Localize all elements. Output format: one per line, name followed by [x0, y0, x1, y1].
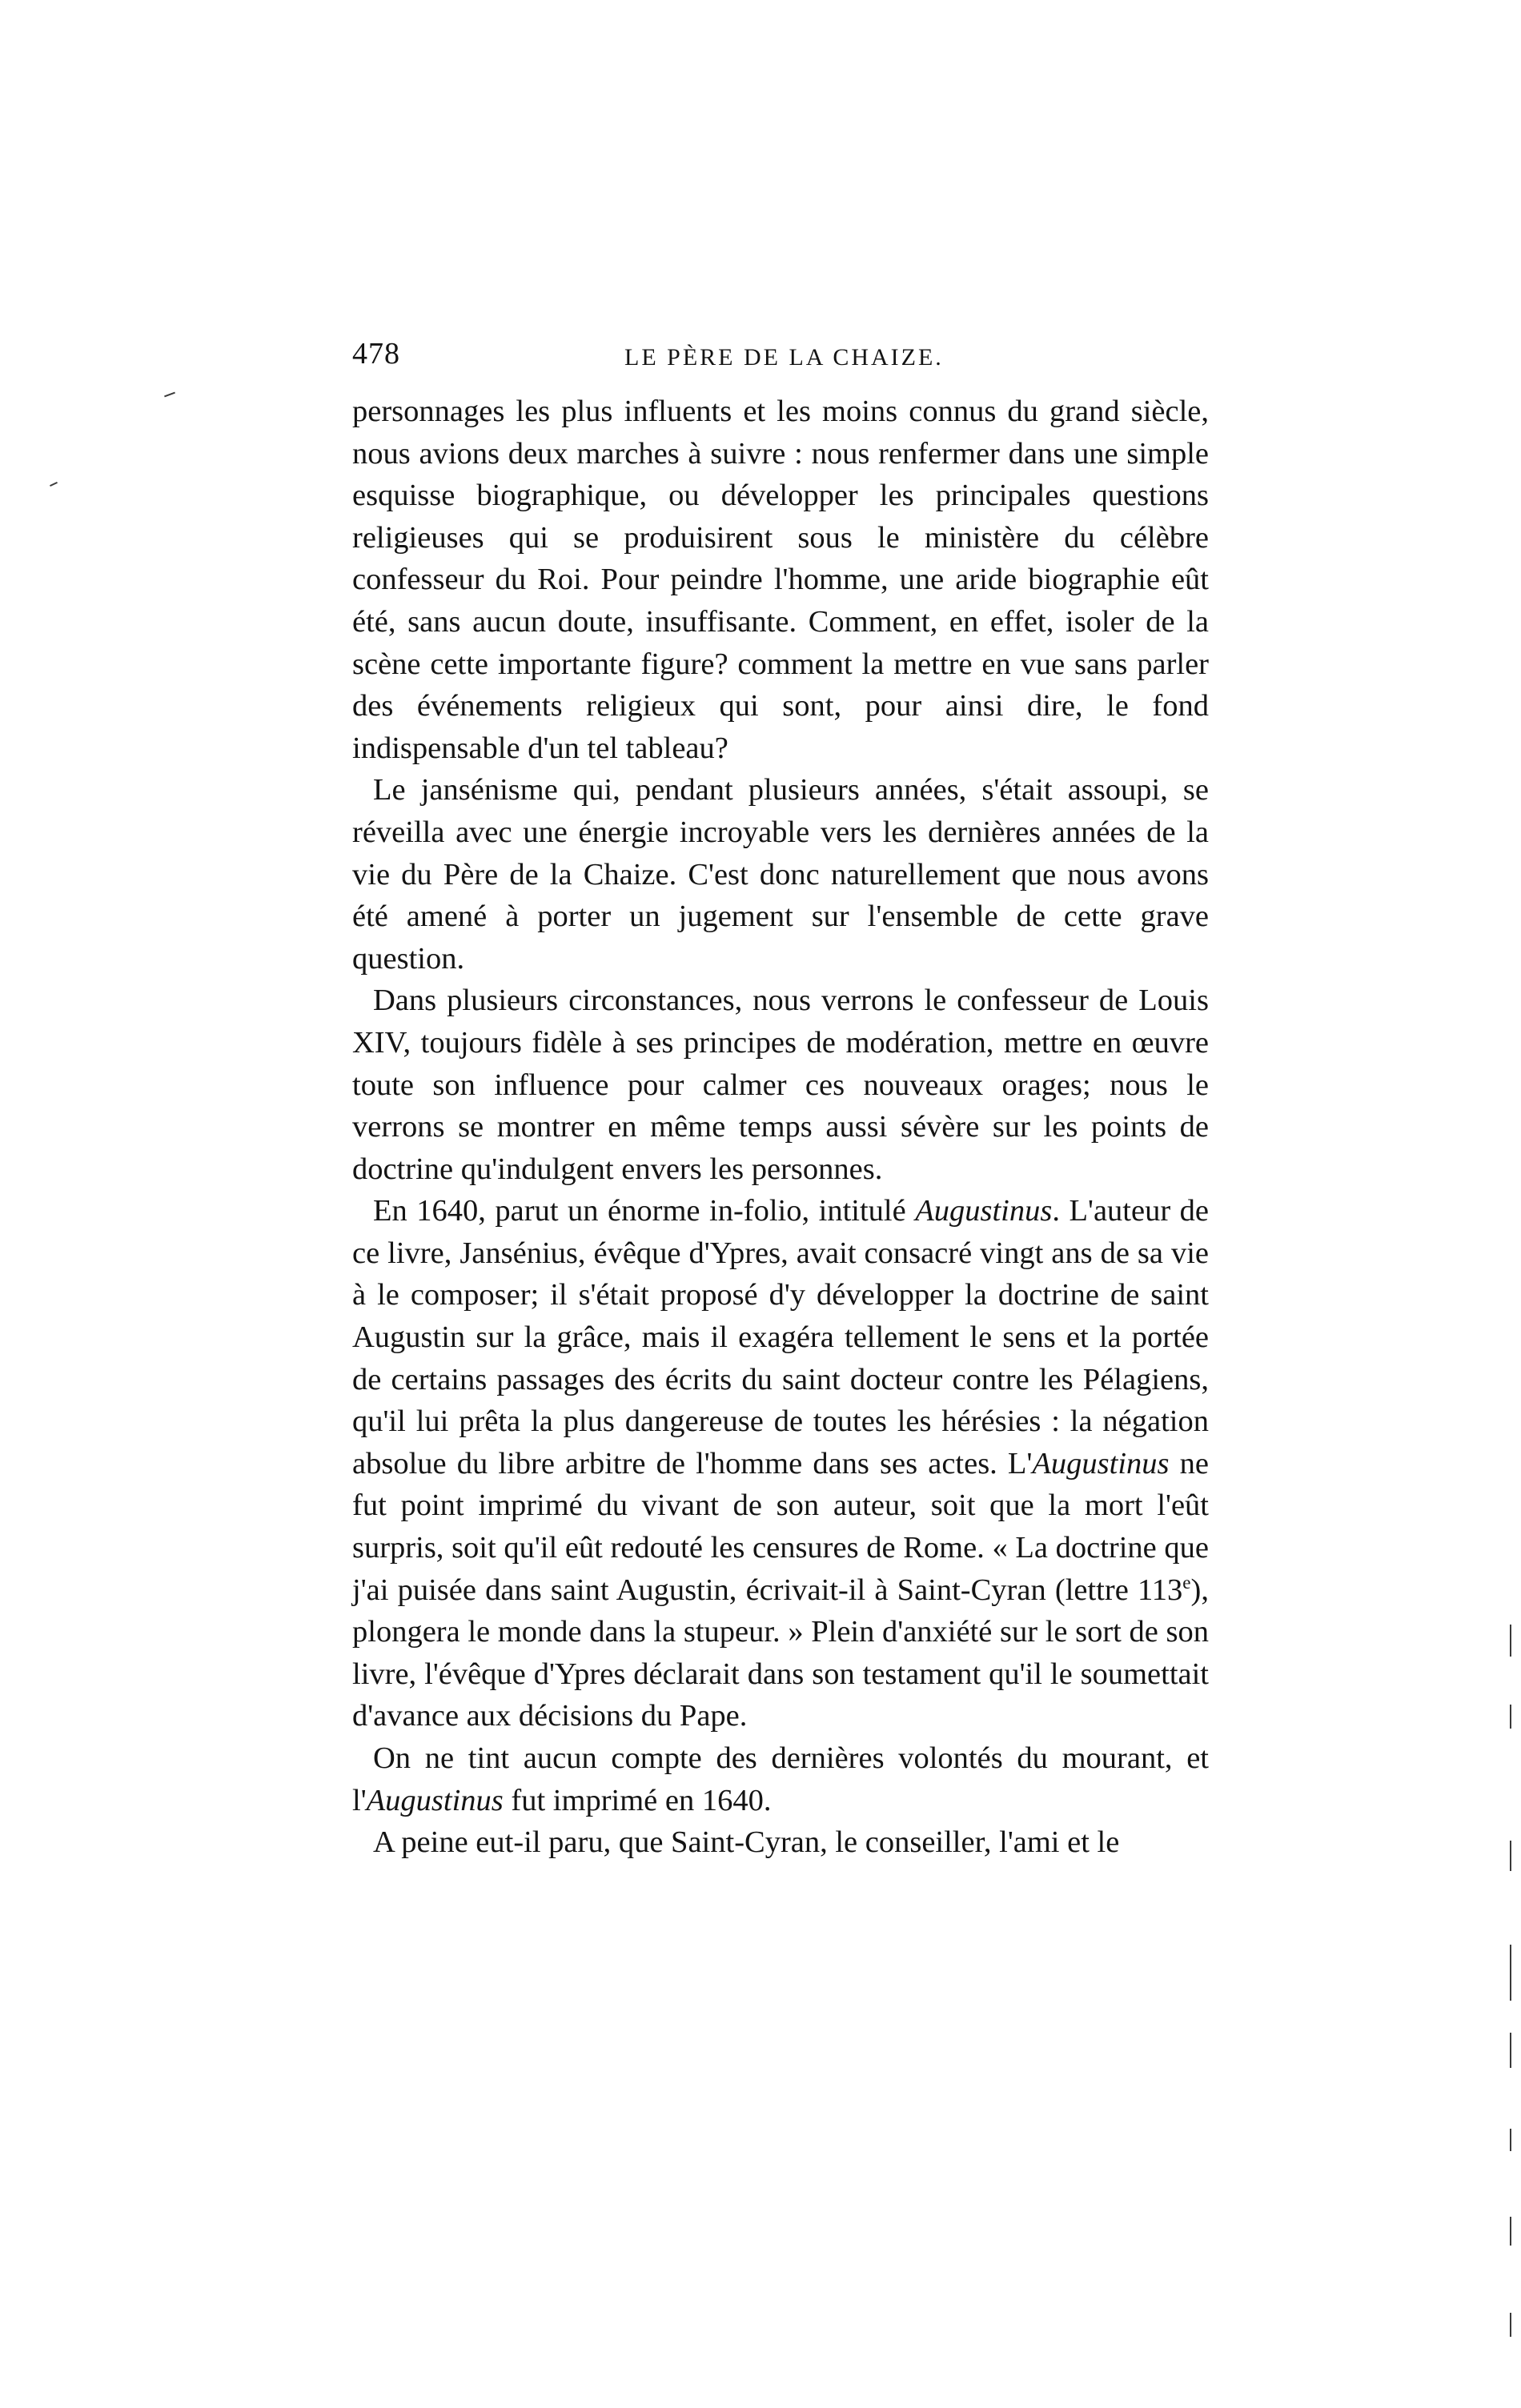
page-header — [352, 336, 1209, 384]
scan-edge-mark — [1510, 1945, 1511, 2001]
paragraph-augustinus-history — [352, 1190, 1209, 1737]
running-head: LE PÈRE DE LA CHAIZE. — [624, 344, 944, 371]
scan-edge-mark — [1510, 1625, 1511, 1657]
text-run: . L'auteur de ce livre, Jansénius, évêque d'Ypres, avait consacré vingt ans de sa vie à le composer; il s'était proposé d'y développer la doctrine de saint Augustin sur la grâce, mais il exagéra tellement le sens et la portée de certains passages des écrits du saint docteur contre les Pélagiens, qu'il lui prêta la plus dangereuse de toutes les hérésies : la négation absolue du libre arbitre de l'homme dans ses actes. L' — [352, 1194, 1209, 1480]
book-title-italic: Augustinus — [366, 1783, 504, 1817]
superscript-e: e — [1182, 1571, 1191, 1593]
scan-edge-mark — [1510, 2033, 1511, 2068]
text-run: fut imprimé en 1640. — [503, 1783, 772, 1817]
page-number: 478 — [352, 337, 400, 371]
paragraph-saint-cyran: A peine eut-il paru, que Saint-Cyran, le conseiller, l'ami et le — [373, 1825, 1120, 1860]
scan-edge-mark — [1510, 1705, 1511, 1729]
scan-edge-mark — [1510, 1841, 1511, 1871]
paragraph-circonstances: Dans plusieurs circonstances, nous verrons le confesseur de Louis XIV, toujours fidèle à ses principes de modération, mettre en œuvre toute son influence pour calmer ces nouveaux orages; nous le verrons se montrer en même temps aussi sévère sur les points de doctrine qu'indulgent envers les personnes. — [352, 984, 1209, 1186]
scan-edge-mark — [1510, 2217, 1511, 2246]
book-title-italic: Augustinus — [915, 1194, 1053, 1228]
paragraph-continuation: personnages les plus influents et les moins connus du grand siècle, nous avions deux marches à suivre : nous renfermer dans une simple esquisse biographique, ou développer les principales questions religieuses qui se produisirent sous le ministère du célèbre confesseur du Roi. Pour peindre l'homme, une aride biographie eût été, sans aucun doute, insuffisante. Comment, en effet, isoler de la scène cette importante figure? comment la mettre en vue sans parler des événements religieux qui sont, pour ainsi dire, le fond indispensable d'un tel tableau? — [352, 395, 1209, 765]
body-text — [352, 391, 1209, 1864]
text-run: ), plongera le monde dans la stupeur. » Plein d'anxiété sur le sort de son livre, l'évêque d'Ypres déclarait dans son testament qu'il le soumettait d'avance aux décisions du Pape. — [352, 1573, 1209, 1733]
book-title-italic: Augustinus — [1032, 1446, 1170, 1480]
text-run: On ne tint aucun compte des dernières volontés du mourant, et l' — [352, 1741, 1209, 1817]
scan-edge-mark — [1510, 2313, 1511, 2337]
scan-edge-mark — [1510, 2129, 1511, 2151]
paragraph-volontes — [352, 1737, 1209, 1821]
scan-speck — [164, 392, 175, 398]
text-run: En 1640, parut un énorme in-folio, intitulé — [373, 1194, 916, 1228]
text-run: ne fut point imprimé du vivant de son auteur, soit que la mort l'eût surpris, soit qu'il eût redouté les censures de Rome. « La doctrine que j'ai puisée dans saint Augustin, écrivait-il à Saint-Cyran (lettre 113 — [352, 1446, 1209, 1607]
paragraph-jansenisme: Le jansénisme qui, pendant plusieurs années, s'était assoupi, se réveilla avec une énergie incroyable vers les dernières années de la vie du Père de la Chaize. C'est donc naturellement que nous avons été amené à porter un jugement sur l'ensemble de cette grave question. — [352, 773, 1209, 976]
scan-speck — [50, 482, 58, 487]
